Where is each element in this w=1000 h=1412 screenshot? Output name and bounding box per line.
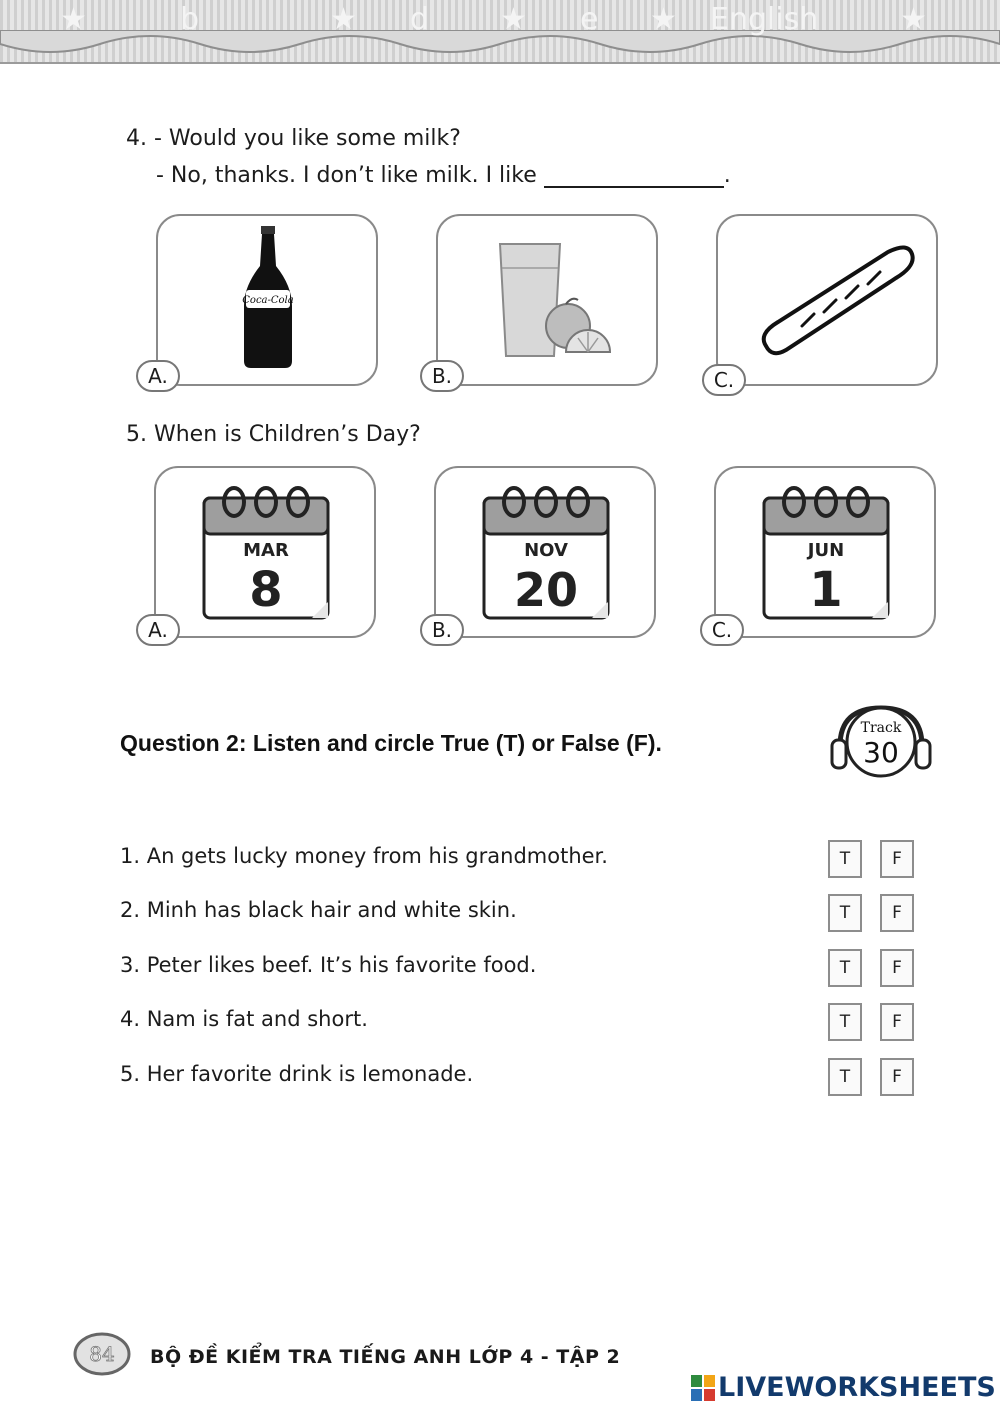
- q4-option-c-card[interactable]: [716, 214, 938, 386]
- q4-option-a-label[interactable]: A.: [136, 360, 180, 392]
- calendar-month: NOV: [524, 540, 568, 561]
- false-box-1[interactable]: F: [880, 840, 914, 878]
- bread-icon: [718, 216, 936, 384]
- banner-letter: b: [180, 2, 200, 37]
- q4-answer-suffix: .: [723, 163, 731, 188]
- calendar-day: 1: [809, 562, 843, 618]
- q4-option-b-card[interactable]: [436, 214, 658, 386]
- liveworksheets-brand: LIVEWORKSHEETS: [718, 1372, 996, 1403]
- q4-answer-line: [156, 163, 731, 188]
- track-badge[interactable]: [826, 700, 936, 780]
- page-number-oval: [72, 1330, 132, 1378]
- track-number: 30: [863, 736, 899, 769]
- page-number-badge: [72, 1330, 132, 1378]
- calendar-month: MAR: [243, 540, 289, 561]
- star-icon: ★: [330, 2, 357, 37]
- calendar-icon: [716, 468, 934, 636]
- calendar-icon: [436, 468, 654, 636]
- true-box-5[interactable]: T: [828, 1058, 862, 1096]
- banner-letter: d: [410, 2, 430, 37]
- statement-1: 1. An gets lucky money from his grandmother.: [120, 844, 608, 868]
- q4-question: 4. - Would you like some milk?: [126, 126, 461, 151]
- calendar-month: JUN: [807, 540, 845, 561]
- bottle-label: Coca-Cola: [242, 295, 294, 306]
- q5-option-b-card[interactable]: [434, 466, 656, 638]
- q4-answer-prefix: - No, thanks. I don’t like milk. I like: [156, 163, 537, 188]
- q4-option-a-card[interactable]: [156, 214, 378, 386]
- statement-2: 2. Minh has black hair and white skin.: [120, 898, 517, 922]
- page-number: 84: [89, 1342, 115, 1366]
- banner-letter: English: [710, 2, 819, 37]
- statement-3: 3. Peter likes beef. It’s his favorite food.: [120, 953, 537, 977]
- q4-option-b-label[interactable]: B.: [420, 360, 464, 392]
- false-box-2[interactable]: F: [880, 894, 914, 932]
- calendar-icon: [156, 468, 374, 636]
- true-box-2[interactable]: T: [828, 894, 862, 932]
- false-box-3[interactable]: F: [880, 949, 914, 987]
- track-label: Track: [860, 720, 902, 736]
- q4-option-c-label[interactable]: C.: [702, 364, 746, 396]
- book-title: BỘ ĐỀ KIỂM TRA TIẾNG ANH LỚP 4 - TẬP 2: [150, 1346, 621, 1368]
- star-icon: ★: [60, 2, 87, 37]
- banner-letter: e: [580, 2, 599, 37]
- q4-blank[interactable]: [544, 166, 724, 188]
- true-box-3[interactable]: T: [828, 949, 862, 987]
- question-2-title: Question 2: Listen and circle True (T) or False (F).: [120, 730, 662, 756]
- false-box-5[interactable]: F: [880, 1058, 914, 1096]
- star-icon: ★: [900, 2, 927, 37]
- q5-option-b-label[interactable]: B.: [420, 614, 464, 646]
- q5-question: 5. When is Children’s Day?: [126, 422, 421, 447]
- q5-option-c-card[interactable]: [714, 466, 936, 638]
- cola-bottle-icon: [158, 216, 376, 384]
- headphones-icon: [826, 700, 936, 780]
- orange-juice-icon: [438, 216, 656, 384]
- q5-option-a-card[interactable]: [154, 466, 376, 638]
- statement-5: 5. Her favorite drink is lemonade.: [120, 1062, 474, 1086]
- false-box-4[interactable]: F: [880, 1003, 914, 1041]
- statement-4: 4. Nam is fat and short.: [120, 1007, 368, 1031]
- true-box-1[interactable]: T: [828, 840, 862, 878]
- calendar-day: 20: [513, 563, 579, 617]
- true-box-4[interactable]: T: [828, 1003, 862, 1041]
- star-icon: ★: [650, 2, 677, 37]
- liveworksheets-logo-icon: [690, 1374, 716, 1402]
- star-icon: ★: [500, 2, 527, 37]
- q5-option-a-label[interactable]: A.: [136, 614, 180, 646]
- calendar-day: 8: [249, 562, 283, 618]
- q5-option-c-label[interactable]: C.: [700, 614, 744, 646]
